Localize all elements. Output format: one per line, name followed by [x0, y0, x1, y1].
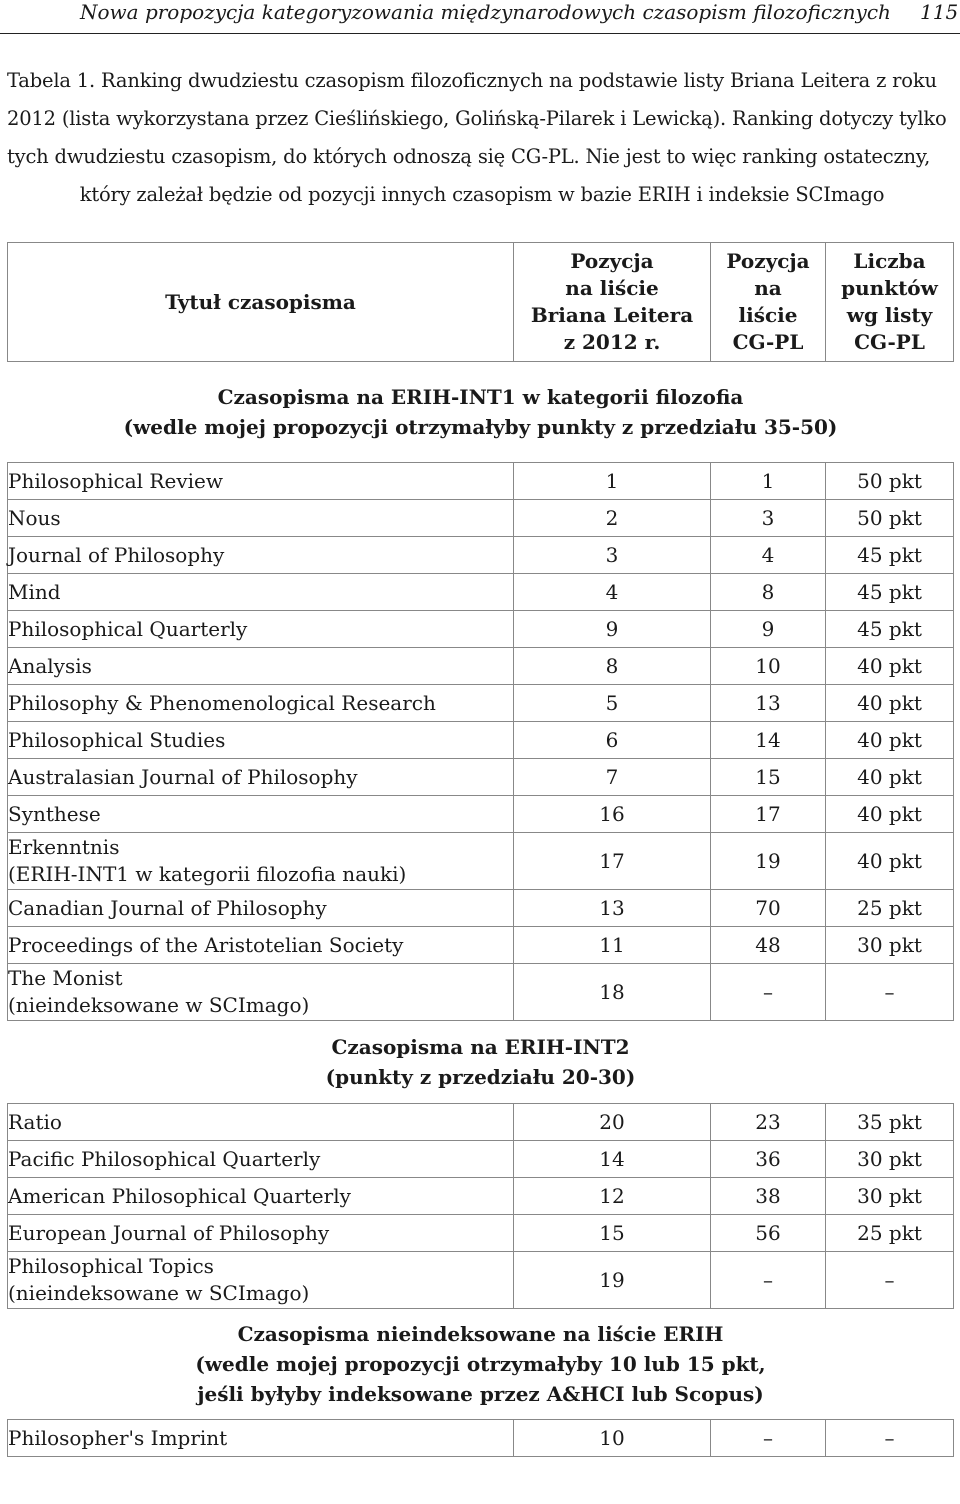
leiter-position: 8	[514, 648, 711, 685]
journal-title-line: Synthese	[8, 802, 101, 826]
section-heading-line: (wedle mojej propozycji otrzymałyby 10 lub 15 pkt,	[195, 1352, 766, 1376]
journal-title	[8, 927, 514, 964]
section-heading-row	[8, 1309, 954, 1420]
table-row	[8, 463, 954, 500]
journal-title-line: Analysis	[8, 654, 92, 678]
section-heading-line: Czasopisma na ERIH-INT2	[331, 1035, 630, 1059]
points-value: 30 pkt	[826, 927, 954, 964]
points-value: 40 pkt	[826, 722, 954, 759]
leiter-position: 10	[514, 1420, 711, 1457]
journal-title	[8, 1178, 514, 1215]
journal-title	[8, 574, 514, 611]
table-row	[8, 759, 954, 796]
table-row	[8, 648, 954, 685]
table-row	[8, 722, 954, 759]
journal-title	[8, 759, 514, 796]
table-row	[8, 1104, 954, 1141]
journal-title-line: Journal of Philosophy	[8, 543, 225, 567]
points-value: 50 pkt	[826, 463, 954, 500]
page-number: 115	[920, 0, 959, 24]
cgpl-position: 70	[711, 890, 826, 927]
cgpl-position: –	[711, 964, 826, 1021]
cgpl-position: 19	[711, 833, 826, 890]
cgpl-position: 13	[711, 685, 826, 722]
ranking-table	[7, 242, 954, 1457]
table-row	[8, 537, 954, 574]
points-value: 50 pkt	[826, 500, 954, 537]
caption-line: 2012 (lista wykorzystana przez Cieślińskiego, Golińską-Pilarek i Lewicką). Ranking dotyczy tylko	[7, 107, 947, 130]
leiter-position: 2	[514, 500, 711, 537]
header-points: Liczba punktów wg listy CG-PL	[826, 243, 954, 362]
journal-title-line: Canadian Journal of Philosophy	[8, 896, 327, 920]
leiter-position: 12	[514, 1178, 711, 1215]
cgpl-position: 36	[711, 1141, 826, 1178]
table-row	[8, 1252, 954, 1309]
journal-title-line: Erkenntnis	[8, 835, 120, 859]
header-leiter-position: Pozycja na liście Briana Leitera z 2012 r.	[514, 243, 711, 362]
journal-title	[8, 1104, 514, 1141]
journal-title	[8, 463, 514, 500]
cgpl-position: 23	[711, 1104, 826, 1141]
cgpl-position: 48	[711, 927, 826, 964]
cgpl-position: 14	[711, 722, 826, 759]
points-value: 30 pkt	[826, 1141, 954, 1178]
journal-title	[8, 537, 514, 574]
journal-title-line: (nieindeksowane w SCImago)	[8, 993, 310, 1017]
journal-title-line: Philosophical Review	[8, 469, 223, 493]
section-heading	[8, 1309, 954, 1420]
points-value: 40 pkt	[826, 796, 954, 833]
section-heading-row	[8, 1021, 954, 1104]
table-row	[8, 964, 954, 1021]
cgpl-position: 9	[711, 611, 826, 648]
journal-title	[8, 611, 514, 648]
cgpl-position: 3	[711, 500, 826, 537]
journal-title-line: European Journal of Philosophy	[8, 1221, 330, 1245]
leiter-position: 4	[514, 574, 711, 611]
journal-title	[8, 833, 514, 890]
table-header-row	[8, 243, 954, 362]
table-row	[8, 500, 954, 537]
points-value: 40 pkt	[826, 685, 954, 722]
points-value: –	[826, 1252, 954, 1309]
cgpl-position: –	[711, 1252, 826, 1309]
cgpl-position: 4	[711, 537, 826, 574]
leiter-position: 13	[514, 890, 711, 927]
caption-line: Tabela 1. Ranking dwudziestu czasopism filozoficznych na podstawie listy Briana Leitera z roku	[7, 69, 937, 92]
table-caption	[7, 62, 957, 214]
running-header	[0, 0, 960, 34]
header-title: Tytuł czasopisma	[8, 243, 514, 362]
table-row	[8, 574, 954, 611]
cgpl-position: 1	[711, 463, 826, 500]
section-heading	[8, 362, 954, 463]
journal-title-line: Philosophical Topics	[8, 1254, 214, 1278]
table-row	[8, 1141, 954, 1178]
journal-title-line: Ratio	[8, 1110, 62, 1134]
caption-line: który zależał będzie od pozycji innych czasopism w bazie ERIH i indeksie SCImago	[79, 183, 885, 206]
leiter-position: 7	[514, 759, 711, 796]
leiter-position: 6	[514, 722, 711, 759]
leiter-position: 18	[514, 964, 711, 1021]
points-value: 40 pkt	[826, 648, 954, 685]
cgpl-position: 56	[711, 1215, 826, 1252]
table-row	[8, 685, 954, 722]
section-heading-line: (wedle mojej propozycji otrzymałyby punkty z przedziału 35-50)	[123, 415, 838, 439]
journal-title-line: (ERIH-INT1 w kategorii filozofia nauki)	[8, 862, 407, 886]
caption-line: tych dwudziestu czasopism, do których odnoszą się CG-PL. Nie jest to więc ranking ostateczny,	[7, 145, 931, 168]
journal-title	[8, 890, 514, 927]
journal-title	[8, 1141, 514, 1178]
points-value: 40 pkt	[826, 759, 954, 796]
journal-title-line: Pacific Philosophical Quarterly	[8, 1147, 321, 1171]
journal-title	[8, 685, 514, 722]
cgpl-position: 8	[711, 574, 826, 611]
section-heading-line: Czasopisma na ERIH-INT1 w kategorii filozofia	[217, 385, 744, 409]
running-title: Nowa propozycja kategoryzowania międzynarodowych czasopism filozoficznych	[80, 0, 891, 24]
points-value: –	[826, 964, 954, 1021]
table-row	[8, 796, 954, 833]
section-heading	[8, 1021, 954, 1104]
journal-title-line: The Monist	[8, 966, 123, 990]
section-heading-line: Czasopisma nieindeksowane na liście ERIH	[237, 1322, 724, 1346]
section-heading-line: jeśli byłyby indeksowane przez A&HCI lub Scopus)	[197, 1382, 764, 1406]
journal-title-line: (nieindeksowane w SCImago)	[8, 1281, 310, 1305]
journal-title	[8, 648, 514, 685]
journal-title	[8, 722, 514, 759]
table-row	[8, 1215, 954, 1252]
journal-title	[8, 1252, 514, 1309]
points-value: 45 pkt	[826, 611, 954, 648]
leiter-position: 9	[514, 611, 711, 648]
leiter-position: 11	[514, 927, 711, 964]
journal-title-line: Nous	[8, 506, 61, 530]
leiter-position: 15	[514, 1215, 711, 1252]
journal-title-line: Australasian Journal of Philosophy	[8, 765, 358, 789]
points-value: 30 pkt	[826, 1178, 954, 1215]
journal-title-line: Proceedings of the Aristotelian Society	[8, 933, 404, 957]
table-row	[8, 1420, 954, 1457]
journal-title	[8, 796, 514, 833]
points-value: 25 pkt	[826, 890, 954, 927]
table-row	[8, 1178, 954, 1215]
leiter-position: 17	[514, 833, 711, 890]
leiter-position: 19	[514, 1252, 711, 1309]
points-value: 40 pkt	[826, 833, 954, 890]
header-cgpl-position: Pozycja na liście CG-PL	[711, 243, 826, 362]
journal-title-line: Philosopher's Imprint	[8, 1426, 228, 1450]
leiter-position: 1	[514, 463, 711, 500]
journal-title-line: Mind	[8, 580, 61, 604]
cgpl-position: –	[711, 1420, 826, 1457]
leiter-position: 16	[514, 796, 711, 833]
cgpl-position: 15	[711, 759, 826, 796]
section-heading-row	[8, 362, 954, 463]
journal-title	[8, 1420, 514, 1457]
table-row	[8, 833, 954, 890]
journal-title-line: Philosophical Quarterly	[8, 617, 248, 641]
leiter-position: 5	[514, 685, 711, 722]
journal-title-line: Philosophy & Phenomenological Research	[8, 691, 436, 715]
table-row	[8, 890, 954, 927]
points-value: 35 pkt	[826, 1104, 954, 1141]
cgpl-position: 17	[711, 796, 826, 833]
journal-title	[8, 500, 514, 537]
table-row	[8, 927, 954, 964]
leiter-position: 3	[514, 537, 711, 574]
journal-title-line: Philosophical Studies	[8, 728, 226, 752]
cgpl-position: 10	[711, 648, 826, 685]
journal-title	[8, 1215, 514, 1252]
leiter-position: 20	[514, 1104, 711, 1141]
points-value: 25 pkt	[826, 1215, 954, 1252]
points-value: 45 pkt	[826, 537, 954, 574]
journal-title	[8, 964, 514, 1021]
cgpl-position: 38	[711, 1178, 826, 1215]
points-value: –	[826, 1420, 954, 1457]
section-heading-line: (punkty z przedziału 20-30)	[325, 1065, 636, 1089]
points-value: 45 pkt	[826, 574, 954, 611]
leiter-position: 14	[514, 1141, 711, 1178]
journal-title-line: American Philosophical Quarterly	[8, 1184, 351, 1208]
table-row	[8, 611, 954, 648]
